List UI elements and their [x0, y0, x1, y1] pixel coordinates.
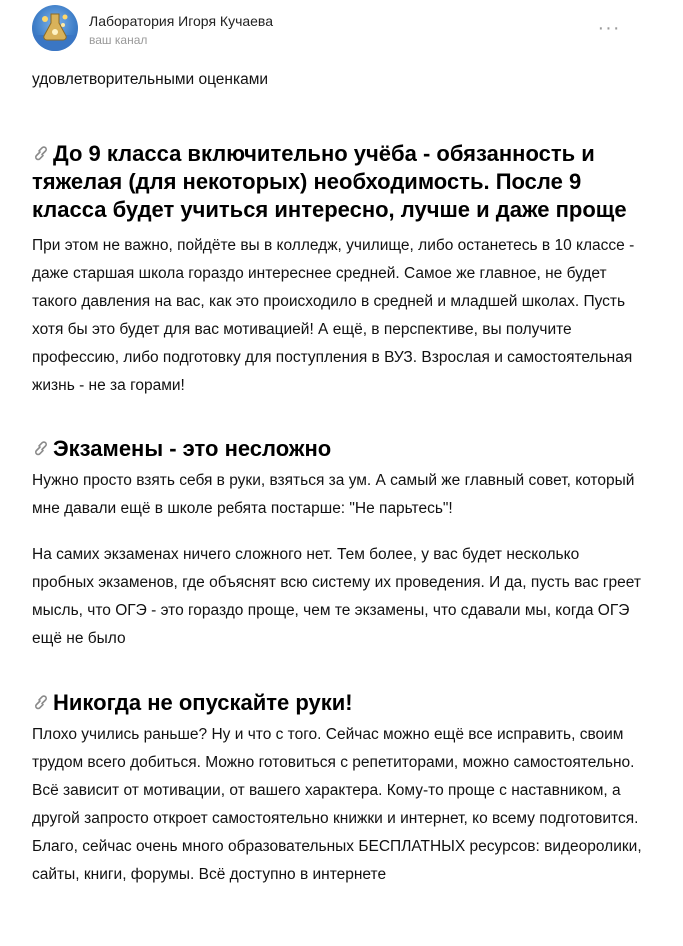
paragraph: На самих экзаменах ничего сложного нет. Тем более, у вас будет несколько пробных экзаменов, где объяснят всю систему их проведения. И да, пусть вас греет мысль, что ОГЭ - это гораздо проще, чем те экзамены, что сдавали мы, когда ОГЭ ещё не было [32, 546, 641, 647]
article-section [32, 140, 642, 400]
more-dots-icon[interactable]: ··· [597, 17, 621, 39]
channel-name[interactable]: Лаборатория Игоря Кучаева [89, 13, 273, 29]
link-icon[interactable] [32, 695, 52, 711]
section-heading-text: До 9 класса включительно учёба - обязанность и тяжелая (для некоторых) необходимость. После 9 класса будет учиться интересно, лучше и даже проще [32, 141, 627, 222]
channel-header [0, 0, 683, 62]
article-section [32, 435, 642, 653]
lab-flask-icon [32, 5, 78, 51]
article-body [32, 66, 642, 889]
section-heading [32, 140, 642, 224]
paragraph: Нужно просто взять себя в руки, взяться за ум. А самый же главный совет, который мне давали ещё в школе ребята постарше: "Не парьтесь"! [32, 472, 635, 517]
link-icon[interactable] [32, 441, 52, 457]
section-heading-text: Никогда не опускайте руки! [53, 690, 353, 715]
channel-avatar[interactable] [32, 5, 78, 51]
channel-subtitle: ваш канал [89, 33, 148, 47]
link-icon[interactable] [32, 146, 52, 162]
paragraph: При этом не важно, пойдёте вы в колледж, училище, либо останетесь в 10 классе - даже старшая школа гораздо интереснее средней. Самое же главное, не будет такого давления на вас, как это происходило в средней и младшей школах. Пусть хотя бы это будет для вас мотивацией! А ещё, в перспективе, вы получите профессию, либо подготовку для поступления в ВУЗ. Взрослая и самостоятельная жизнь - не за горами! [32, 237, 635, 394]
lead-text: удовлетворительными оценками [32, 71, 269, 88]
paragraph: Плохо учились раньше? Ну и что с того. Сейчас можно ещё все исправить, своим трудом всего добиться. Можно готовиться с репетиторами, можно самостоятельно. Всё зависит от мотивации, от вашего характера. Кому-то проще с наставником, а другой запросто откроет самостоятельно книжки и интернет, ко всему подготовится. Благо, сейчас очень много образовательных БЕСПЛАТНЫХ ресурсов: видеоролики, сайты, книги, форумы. Всё доступно в интернете [32, 726, 642, 883]
section-heading-text: Экзамены - это несложно [53, 436, 332, 461]
article-section [32, 689, 642, 889]
section-heading [32, 435, 642, 463]
section-heading [32, 689, 642, 717]
